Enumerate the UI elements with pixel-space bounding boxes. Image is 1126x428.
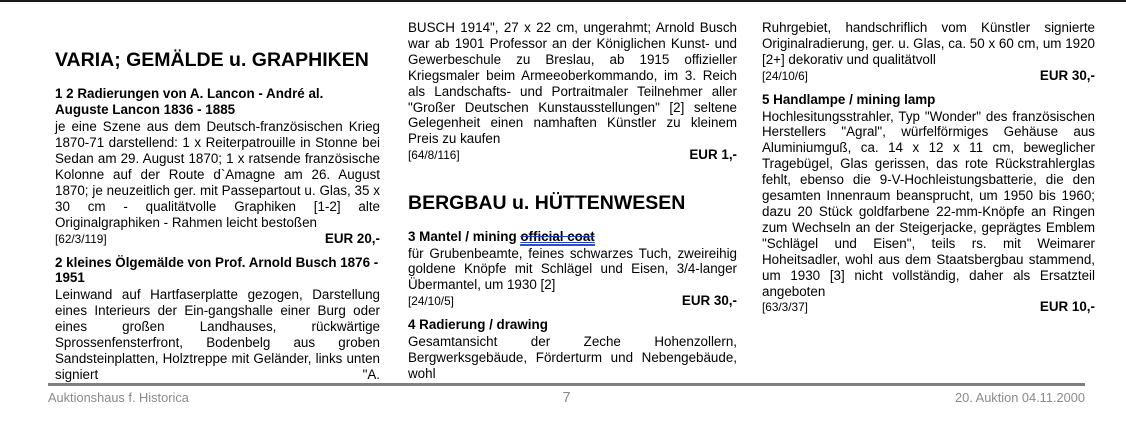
lot-2-ref: [64/8/116] (408, 148, 460, 163)
lot-2-price: EUR 1,- (689, 147, 737, 163)
lot-3-title-prefix: 3 Mantel / mining (408, 228, 521, 244)
lot-1-title: 1 2 Radierungen von A. Lancon - André al. Auguste Lancon 1836 - 1885 (55, 86, 324, 118)
column-right (762, 0, 1095, 316)
lot-5-ref-price-row (762, 299, 1095, 316)
lot-4-description-continued: Ruhrgebiet, handschriflich vom Künstler signierte Originalradierung, ger. u. Glas, ca. 50 x 60 cm, um 1920 [2+] dekorativ und qualitätvoll (762, 20, 1095, 67)
lot-5-ref: [63/3/37] (762, 300, 808, 315)
lot-3-ref: [24/10/5] (408, 294, 454, 309)
lot-3-title-struck-text: official coat (520, 229, 594, 247)
section-heading-bergbau: BERGBAU u. HÜTTENWESEN (408, 192, 686, 215)
lot-4-ref-price-row (762, 68, 1095, 85)
lot-2-description-continued: BUSCH 1914", 27 x 22 cm, ungerahmt; Arnold Busch war ab 1901 Professor an der Königlichen Kunst- und Gewerbeschule zu Breslau, ab 1915 offizieller Kriegsmaler beim Armeeoberkommando, im 3. Reich als Landschafts- und Portraitmaler Teilnehmer aller "Großer Deutschen Kunstausstellungen" [2] seltene Gelegenheit einen namhaften Künstler zu kleinem Preis zu kaufen (408, 20, 737, 147)
footer-page-number: 7 (562, 390, 571, 406)
lot-5-description: Hochlesitungsstrahler, Typ "Wonder" des französischen Herstellers "Agral", würfelförmiges Gehäuse aus Aluminiumguß, ca. 14 x 12 x 11 cm, beweglicher Tragebügel, Glas gerissen, das rote Rückstrahlerglas fehlt, ebenso die 9-V-Hochleistungsbatterie, die den gesamten Innenraum beansprucht, um 1950 bis 1960; dazu 20 Stück goldfarbene 22-mm-Knöpfe an Ringen zum Wechseln an der Steigerjacke, geprägtes Emblem "Schlägel und Eisen", teils rs. mit Weimarer Hoheitsadler, wohl aus dem Staatsbergbau stammend, um 1930 [3] nicht vollständig, daher als Ersatzteil angeboten (762, 108, 1095, 299)
lot-3-description: für Grubenbeamte, feines schwarzes Tuch, zweireihig goldene Knöpfe mit Schlägel und Eisen, 3/4-langer Übermantel, um 1930 [2] (408, 245, 737, 293)
footer (48, 390, 1085, 405)
lot-2-description: Leinwand auf Hartfaserplatte gezogen, Darstellung eines Interieurs der Ein-gangshalle einer Burg oder eines großen Landhauses, rückwärtige Sprossenfensterfront, Bodenbelg aus groben Sandsteinplatten, Holztreppe mit Geländer, links unten signiert "A. (55, 287, 380, 382)
section-heading-varia: VARIA; GEMÄLDE u. GRAPHIKEN (55, 49, 369, 71)
lot-1-description: je eine Szene aus dem Deutsch-französischen Krieg 1870-71 darstellend: 1 x Reiterpatrouille in Stonne bei Sedan am 29. August 1870; 1 x ratsende französische Kolonne auf der Route d`Amagne am 26. August 1870; je neuzeitlich ger. mit Passepartout u. Glas, 35 x 30 cm - qualitätvolle Graphiken [1-2] alte Originalgraphiken - Rahmen leicht bestoßen (55, 119, 380, 230)
lot-4-description: Gesamtansicht der Zeche Hohenzollern, Bergwerksgebäude, Förderturm und Nebengebäude, wohl (408, 334, 737, 381)
column-middle (408, 0, 737, 382)
lot-4-price: EUR 30,- (1039, 67, 1095, 83)
lot-2-ref-price-row (408, 147, 737, 164)
footer-publisher: Auktionshaus f. Historica (48, 390, 189, 405)
lot-5-title: 5 Handlampe / mining lamp (762, 91, 936, 107)
lot-4-ref: [24/10/6] (762, 68, 808, 83)
footer-auction-date: 20. Auktion 04.11.2000 (955, 390, 1085, 405)
lot-3-price: EUR 30,- (681, 293, 737, 309)
lot-2-title: 2 kleines Ölgemälde von Prof. Arnold Busch 1876 - 1951 (55, 254, 379, 286)
lot-1-price: EUR 20,- (324, 230, 380, 246)
footer-rule (48, 383, 1085, 386)
lot-3-title (408, 229, 737, 245)
lot-1-ref-price-row (55, 231, 380, 248)
lot-5-price: EUR 10,- (1039, 299, 1095, 315)
lot-3-ref-price-row (408, 293, 737, 310)
lot-4-title: 4 Radierung / drawing (408, 317, 548, 333)
lot-1-ref: [62/3/119] (55, 231, 107, 246)
column-left (55, 0, 380, 383)
